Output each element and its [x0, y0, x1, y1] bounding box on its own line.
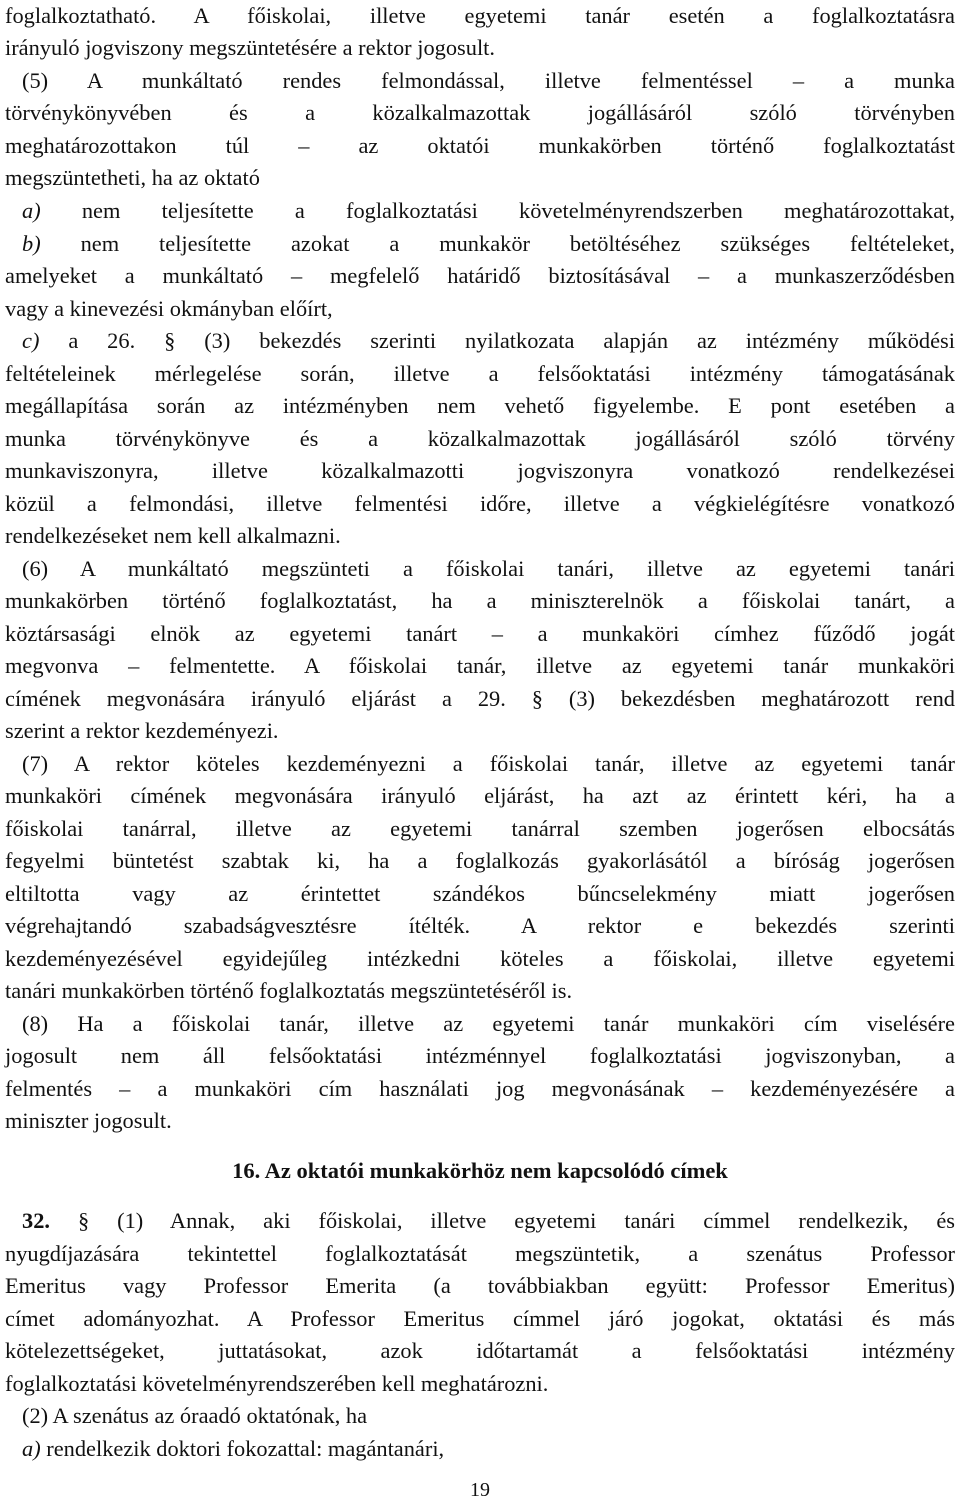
text-line: miniszter jogosult. [5, 1108, 172, 1133]
section-heading: 16. Az oktatói munkakörhöz nem kapcsolódó címek [232, 1158, 728, 1183]
text-line: közül a felmondási, illetve felmentési időre, illetve a végkielégítésre vonatkozó [5, 491, 955, 516]
text-line: kezdeményezésével egyidejűleg intézkedni köteles a főiskolai, illetve egyetemi [5, 946, 955, 971]
text-line: törvénykönyvében és a közalkalmazottak jogállásáról szóló törvényben [5, 100, 955, 125]
list-marker: a) [22, 1436, 41, 1461]
list-item-text: nem teljesítette azokat a munkakör betöltéséhez szükséges feltételeket, [40, 231, 955, 256]
text-line: megszüntetheti, ha az oktató [5, 165, 260, 190]
list-item-c [22, 325, 955, 357]
paragraph-8-start: (8) Ha a főiskolai tanár, illetve az egyetemi tanár munkaköri cím viselésére [22, 1011, 955, 1036]
page-number: 19 [470, 1479, 490, 1501]
text-line: végrehajtandó szabadságvesztésre ítélték. A rektor e bekezdés szerinti [5, 913, 955, 938]
text-line: nyugdíjazására tekintettel foglalkoztatását megszüntetik, a szenátus Professor [5, 1241, 955, 1266]
text-line: munkaviszonyra, illetve közalkalmazotti jogviszonyra vonatkozó rendelkezései [5, 458, 955, 483]
list-item-a [22, 195, 955, 227]
paragraph-2-start: (2) A szenátus az óraadó oktatónak, ha [22, 1403, 368, 1428]
list-item-text: rendelkezik doktori fokozattal: magántanári, [40, 1436, 445, 1461]
text-line: vagy a kinevezési okmányban előírt, [5, 296, 333, 321]
text-line: amelyeket a munkáltató – megfelelő határidő biztosításával – a munkaszerződésben [5, 263, 955, 288]
text-line: főiskolai tanárral, illetve az egyetemi tanárral szemben jogerősen elbocsátás [5, 816, 955, 841]
section-number: 32. [22, 1208, 50, 1233]
text-line: irányuló jogviszony megszüntetésére a rektor jogosult. [5, 35, 495, 60]
text-line: rendelkezéseket nem kell alkalmazni. [5, 523, 341, 548]
list-marker: b) [22, 231, 41, 256]
text-line: foglalkoztatási követelményrendszerében kell meghatározni. [5, 1371, 549, 1396]
paragraph-7-start: (7) A rektor köteles kezdeményezni a főiskolai tanár, illetve az egyetemi tanár [22, 751, 955, 776]
text-line: köztársasági elnök az egyetemi tanárt – a munkaköri címhez fűződő jogát [5, 621, 955, 646]
list-marker: c) [22, 328, 40, 353]
paragraph-5-start: (5) A munkáltató rendes felmondással, illetve felmentéssel – a munka [22, 68, 955, 93]
section-text: § (1) Annak, aki főiskolai, illetve egyetemi tanári címmel rendelkezik, és [50, 1208, 955, 1233]
text-line: felmentés – a munkaköri cím használati jog megvonásának – kezdeményezésére a [5, 1076, 955, 1101]
text-line: meghatározottakon túl – az oktatói munkakörben történő foglalkoztatást [5, 133, 955, 158]
list-item-b [22, 228, 955, 260]
text-line: jogosult nem áll felsőoktatási intézménnyel foglalkoztatási jogviszonyban, a [5, 1043, 955, 1068]
list-item-text: nem teljesítette a foglalkoztatási követelményrendszerben meghatározottakat, [40, 198, 955, 223]
text-line: munkakörben történő foglalkoztatást, ha a miniszterelnök a főiskolai tanárt, a [5, 588, 955, 613]
text-line: munka törvénykönyve és a közalkalmazottak jogállásáról szóló törvény [5, 426, 955, 451]
text-line: kötelezettségeket, juttatásokat, azok időtartamát a felsőoktatási intézmény [5, 1338, 955, 1363]
text-line: tanári munkakörben történő foglalkoztatás megszüntetéséről is. [5, 978, 573, 1003]
text-line: fegyelmi büntetést szabtak ki, ha a foglalkozás gyakorlásától a bíróság jogerősen [5, 848, 955, 873]
text-line: Emeritus vagy Professor Emerita (a továbbiakban együtt: Professor Emeritus) [5, 1273, 955, 1298]
list-item-a [22, 1433, 444, 1465]
list-marker: a) [22, 198, 41, 223]
list-item-text: a 26. § (3) bekezdés szerinti nyilatkozata alapján az intézmény működési [39, 328, 955, 353]
paragraph-6-start: (6) A munkáltató megszünteti a főiskolai tanári, illetve az egyetemi tanári [22, 556, 955, 581]
text-line: eltiltotta vagy az érintettet szándékos bűncselekmény miatt jogerősen [5, 881, 955, 906]
text-line: szerint a rektor kezdeményezi. [5, 718, 279, 743]
text-line: címet adományozhat. A Professor Emeritus címmel járó jogokat, oktatási és más [5, 1306, 955, 1331]
text-line: címének megvonására irányuló eljárást a 29. § (3) bekezdésben meghatározott rend [5, 686, 955, 711]
text-line: megállapítása során az intézményben nem vehető figyelembe. E pont esetében a [5, 393, 955, 418]
text-line: megvonva – felmentette. A főiskolai tanár, illetve az egyetemi tanár munkaköri [5, 653, 955, 678]
text-line: munkaköri címének megvonására irányuló eljárást, ha azt az érintett kéri, ha a [5, 783, 955, 808]
text-line: foglalkoztatható. A főiskolai, illetve egyetemi tanár esetén a foglalkoztatásra [5, 3, 955, 28]
text-line: feltételeinek mérlegelése során, illetve a felsőoktatási intézmény támogatásának [5, 361, 955, 386]
section-32-start [22, 1205, 955, 1237]
